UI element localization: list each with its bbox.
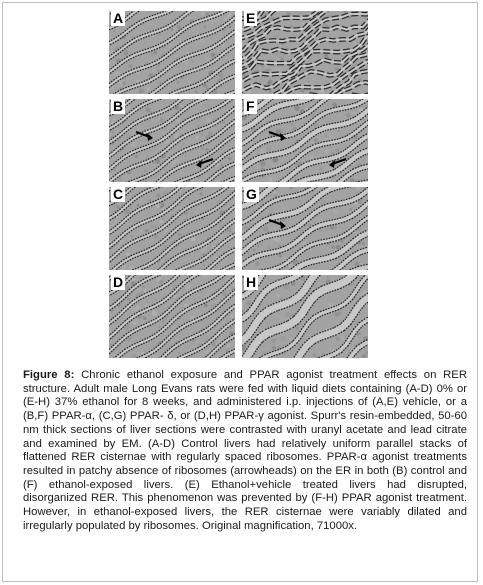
granule [230,187,232,189]
granule [196,136,199,139]
granule [146,301,148,303]
panel-label-h: H [246,275,257,290]
granule [156,49,159,52]
granule [116,205,119,208]
granule [183,63,185,65]
granule [206,118,211,123]
micrograph-h [242,275,368,358]
granule [121,265,125,269]
granule [123,50,128,55]
granule [354,320,357,323]
granule [341,241,343,243]
panel-label-b: B [113,99,124,114]
granule [134,306,136,308]
granule [182,143,184,145]
granule [209,244,212,247]
granule [149,199,152,202]
granule [363,349,366,352]
granule [278,253,282,257]
granule [288,54,290,56]
granule [326,276,328,278]
granule [293,33,297,37]
granule [266,245,271,250]
granule [221,279,224,282]
granule [154,234,159,239]
granule [217,180,219,182]
granule [349,208,352,211]
granule [293,127,297,131]
micrograph-e [242,11,368,94]
granule [145,107,150,112]
panel-label-a: A [113,11,124,26]
granule [289,338,291,340]
figure-box [2,2,478,582]
granule [199,87,201,89]
granule [201,12,204,15]
granule [314,139,318,143]
granule [162,320,164,322]
granule [244,226,248,230]
granule [137,72,139,74]
granule [271,17,274,20]
panel-label-d: D [113,275,124,290]
granule [182,290,184,292]
granule [141,262,143,264]
granule [203,306,208,311]
granule [117,245,120,248]
panel-h [242,275,368,358]
granule [167,71,170,74]
granule [266,147,271,152]
caption-label: Figure 8: [23,369,75,381]
granule [327,323,329,325]
granule [207,42,210,45]
granule [113,168,115,170]
granule [308,81,310,83]
granule [308,224,311,227]
granule [182,277,184,279]
granule [167,127,172,132]
granule [176,25,181,30]
granule [197,276,202,281]
granule [126,253,130,257]
granule [281,317,286,322]
granule [267,275,269,277]
granule [324,103,326,105]
granule [339,276,341,278]
granule [271,149,273,151]
granule [255,262,259,266]
panel-label-f: F [246,99,255,114]
granule [313,353,317,357]
granule [332,225,337,230]
granule [302,230,304,232]
granule [330,293,332,295]
granule [320,167,323,170]
granule [222,121,225,124]
granule [210,302,214,306]
granule [259,89,263,93]
granule [143,153,147,157]
granule [205,350,209,354]
granule [133,88,138,93]
granule [276,52,281,57]
granule [346,113,351,118]
granule [205,148,208,151]
granule [272,346,276,350]
granule [135,155,138,158]
granule [150,52,155,57]
granule [324,165,327,168]
granule [173,248,177,252]
granule [313,222,315,224]
granule [230,315,233,318]
granule [189,46,194,51]
granule [159,82,161,84]
granule [295,163,297,165]
granule [163,245,167,249]
panel-g [242,187,368,270]
granule [346,193,351,198]
granule [335,68,339,72]
granule [138,198,143,203]
panel-label-g: G [246,187,257,202]
granule [274,35,276,37]
granule [178,233,181,236]
granule [109,223,111,225]
granule [130,235,132,237]
micrograph-d [109,275,235,358]
granule [144,170,146,172]
granule [341,197,343,199]
granule [328,68,330,70]
granule [352,87,357,92]
granule [150,21,154,25]
granule [200,132,204,136]
granule [192,41,194,43]
granule [336,322,338,324]
granule [210,53,215,58]
granule [162,218,164,220]
granule [277,35,279,37]
granule [281,128,283,130]
granule [212,342,216,346]
granule [304,144,307,147]
granule [115,220,118,223]
granule [143,317,146,320]
granule [303,68,308,73]
granule [312,78,314,80]
granule [202,148,205,151]
granule [218,263,221,266]
granule [317,150,320,153]
granule [163,292,165,294]
granule [261,148,267,154]
granule [229,26,232,29]
granule [171,161,174,164]
granule [332,102,337,107]
granule [360,351,362,353]
granule [127,209,129,211]
panel-label-e: E [246,11,256,26]
granule [330,261,332,263]
granule [156,194,160,198]
granule [200,38,205,43]
granule [121,204,123,206]
granule [218,340,220,342]
granule [309,58,312,61]
granule [152,224,157,229]
granule [253,249,255,251]
granule [203,26,206,29]
granule [325,138,328,141]
granule [111,87,114,90]
granule [203,84,207,88]
granule [137,288,141,292]
granule [113,30,115,32]
panel-label-c: C [113,187,124,202]
figure-caption [23,369,467,533]
granule [206,275,209,278]
panel-d [109,275,235,358]
granule [299,200,301,202]
granule [268,177,272,181]
granule [206,13,209,16]
granule [148,26,153,31]
granule [122,81,126,85]
granule [152,69,155,72]
granule [259,162,261,164]
granule [182,188,185,191]
granule [223,292,227,296]
granule [134,221,136,223]
granule [125,326,130,331]
granule [333,209,338,214]
granule [348,288,351,291]
granule [158,118,160,120]
granule [129,237,131,239]
granule [113,298,117,302]
granule [203,264,205,266]
granule [134,290,137,293]
granule [291,123,294,126]
granule [113,32,118,37]
granule [337,130,339,132]
granule [247,253,249,255]
granule [140,230,143,233]
granule [126,297,131,302]
granule [143,139,147,143]
granule [324,134,327,137]
granule [337,295,339,297]
panel-b [109,99,235,182]
granule [311,89,313,91]
granule [356,338,359,341]
granule [133,44,136,47]
granule [321,341,323,343]
granule [178,352,180,354]
micrograph-g [242,187,368,270]
granule [263,216,265,218]
granule [228,157,231,160]
granule [227,216,231,220]
granule [257,246,259,248]
granule [157,69,160,72]
granule [216,317,218,319]
granule [247,301,251,305]
granule [359,332,361,334]
granule [228,13,233,18]
granule [182,77,186,81]
granule [259,242,263,246]
granule [334,312,338,316]
granule [249,144,252,147]
granule [204,104,206,106]
granule [128,64,132,68]
granule [275,237,280,242]
granule [142,286,145,289]
granule [258,124,260,126]
granule [276,68,280,72]
granule [294,105,299,110]
granule [229,230,232,233]
granule [164,317,168,321]
granule [362,242,365,245]
granule [336,149,340,153]
granule [227,245,230,248]
granule [140,89,144,93]
granule [220,164,223,167]
granule [190,211,193,214]
granule [263,226,269,232]
granule [220,64,222,66]
granule [339,207,343,211]
granule [130,354,134,358]
granule [269,341,273,345]
granule [184,155,186,157]
granule [130,219,133,222]
granule [248,264,250,266]
granule [280,57,284,61]
granule [207,131,213,137]
granule [169,135,174,140]
micrograph-a [109,11,235,94]
granule [222,35,224,37]
granule [230,327,233,330]
granule [285,312,291,318]
granule [134,307,139,312]
panel-c [109,187,235,270]
granule [112,224,114,226]
granule [336,245,341,250]
granule [273,54,275,56]
granule [140,203,142,205]
granule [336,337,340,341]
granule [132,142,137,147]
granule [132,321,136,325]
granule [255,165,258,168]
granule [349,31,351,33]
granule [158,326,160,328]
granule [205,174,208,177]
panel-f [242,99,368,182]
granule [283,54,286,57]
granule [191,347,194,350]
granule [188,80,191,83]
granule [226,194,228,196]
granule [137,172,140,175]
granule [324,149,330,155]
granule [331,245,335,249]
micrograph-c [109,187,235,270]
granule [176,80,180,84]
panel-e [242,11,368,94]
micrograph-b [109,99,235,182]
granule [277,294,280,297]
granule [198,117,203,122]
granule [199,192,202,195]
granule [273,227,276,230]
micrograph-f [242,99,368,182]
granule [153,135,155,137]
granule [146,87,150,91]
granule [280,297,283,300]
granule [321,136,323,138]
granule [282,174,286,178]
granule [137,204,140,207]
granule [159,280,163,284]
granule [323,237,325,239]
granule [280,68,283,71]
granule [197,42,199,44]
granule [228,303,230,305]
caption-text: Chronic ethanol exposure and PPAR agonist treatment effects on RER structure. Adult male Long Evans rats were fed with liquid diets containing (A-D) 0% or (E-H) 37% ethanol for 8 weeks, and administered i.p. injections of (A,E) vehicle, or a (B,F) PPAR-α, (C,G) PPAR- δ, or (D,H) PPAR-γ agonist. Spurr's resin-embedded, 50-60 nm thick sections of liver sections were contrasted with uranyl acetate and lead citrate and examined by EM. (A-D) Control livers had relatively uniform parallel stacks of flattened RER cisternae with regularly spaced ribosomes. PPAR-α agonist treatments resulted in patchy absence of ribosomes (arrowheads) on the ER in both (B) control and (F) ethanol-exposed livers. (E) Ethanol+vehicle treated livers had disrupted, disorganized RER. This phenomenon was prevented by (F-H) PPAR agonist treatment. However, in ethanol-exposed livers, the RER cisternae were variably dilated and irregularly populated by ribosomes. Original magnification, 71000x. [23,369,467,532]
granule [268,90,271,93]
panel-a [109,11,235,94]
granule [113,118,116,121]
granule [267,81,271,85]
granule [126,105,130,109]
granule [192,60,195,63]
granule [356,333,359,336]
granule [206,335,208,337]
granule [115,71,120,76]
granule [280,336,285,341]
granule [225,17,227,19]
granule [306,103,311,108]
granule [139,277,141,279]
granule [227,344,230,347]
granule [152,162,154,164]
granule [272,68,276,72]
granule [279,245,281,247]
granule [181,105,184,108]
